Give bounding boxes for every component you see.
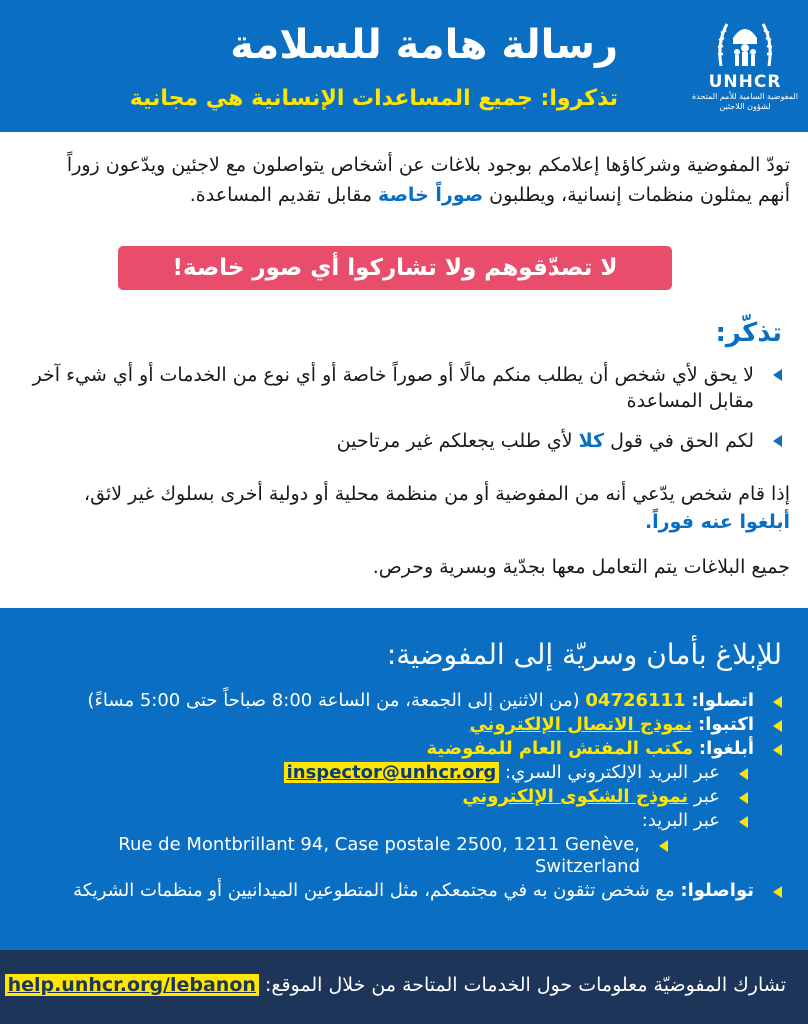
report-now-highlight: أبلغوا عنه فوراً. (644, 511, 790, 533)
list-item (10, 786, 790, 808)
bullet-arrow-icon (659, 840, 668, 852)
header-banner (0, 0, 808, 132)
warning-banner: لا تصدّقوهم ولا تشاركوا أي صور خاصة! (118, 246, 672, 290)
email-label: عبر البريد الإلكتروني السري: (499, 762, 720, 783)
remember-item-1: لا يحق لأي شخص أن يطلب منكم مالًا أو صوراً خاصة أو أي نوع من الخدمات أو أي شيء آخر مقابل المساعدة (32, 364, 754, 412)
email-link[interactable]: inspector@unhcr.org (284, 762, 500, 783)
list-item (10, 834, 790, 878)
page-subtitle: تذكروا: جميع المساعدات الإنسانية هي مجانية (129, 86, 618, 111)
report-heading: للإبلاغ بأمان وسريّة إلى المفوضية: (386, 638, 782, 671)
unhcr-logo (690, 18, 800, 128)
complaint-form-link[interactable]: نموذج الشكوى الإلكتروني (462, 786, 689, 807)
contact-form-link[interactable]: نموذج الاتصال الإلكتروني (469, 714, 693, 735)
bullet-arrow-icon (773, 744, 782, 756)
footer-text (5, 974, 786, 996)
remember-item-2b: لأي طلب يجعلكم غير مرتاحين (336, 430, 579, 452)
intro-paragraph (60, 150, 790, 210)
list-item (10, 690, 790, 712)
list-item (10, 714, 790, 736)
logo-subtitle-line2: لشؤون اللاجئين (719, 102, 771, 111)
list-item (10, 880, 790, 902)
remember-list (30, 362, 790, 468)
list-item (10, 810, 790, 832)
report-section (0, 608, 808, 950)
confidentiality-note: جميع البلاغات يتم التعامل معها بجدّية وبسرية وحرص. (372, 556, 790, 578)
footer-message: تشارك المفوضيّة معلومات حول الخدمات المتاحة من خلال الموقع: (258, 974, 786, 996)
write-label: اكتبوا: (698, 714, 754, 735)
remember-item-2-highlight: كلا (578, 430, 605, 452)
logo-subtitle-line1: المفوضية السامية للأمم المتحدة (692, 92, 798, 101)
inspector-office: مكتب المفتش العام للمفوضية (426, 738, 694, 759)
complaint-label: عبر (688, 786, 720, 807)
misconduct-text: إذا قام شخص يدّعي أنه من المفوضية أو من منظمة محلية أو دولية أخرى بسلوك غير لائق، (84, 483, 790, 505)
bullet-arrow-icon (773, 886, 782, 898)
mailing-address: Rue de Montbrillant 94, Case postale 2500, 1211 Genève, Switzerland (118, 834, 640, 877)
list-item (10, 738, 790, 760)
help-site-link[interactable]: help.unhcr.org/lebanon (5, 974, 259, 996)
mail-label: عبر البريد: (641, 810, 720, 831)
intro-highlight: صوراً خاصة (378, 184, 484, 206)
bullet-arrow-icon (773, 369, 782, 381)
logo-wordmark: UNHCR (708, 72, 782, 92)
remember-item-2a: لكم الحق في قول (604, 430, 754, 452)
report-channels-list (10, 690, 790, 904)
phone-number[interactable]: 04726111 (585, 690, 686, 711)
list-item (30, 362, 790, 414)
intro-text-2: مقابل تقديم المساعدة. (189, 184, 379, 206)
bullet-arrow-icon (739, 792, 748, 804)
list-item (30, 428, 790, 454)
intro-text-1: تودّ المفوضية وشركاؤها إعلامكم بوجود بلاغات عن أشخاص يتواصلون مع لاجئين ويدّعون زوراً أنهم يمثلون منظمات إنسانية، ويطلبون (66, 154, 790, 206)
bullet-arrow-icon (739, 768, 748, 780)
inform-label: أبلغوا: (698, 738, 754, 759)
unhcr-emblem-icon (713, 18, 777, 70)
remember-heading: تذكّر: (715, 318, 782, 348)
contact-text: مع شخص تثقون به في مجتمعكم، مثل المتطوعين الميدانيين أو منظمات الشريكة (73, 880, 681, 901)
contact-label: تواصلوا: (680, 880, 754, 901)
call-label: اتصلوا: (691, 690, 754, 711)
misconduct-paragraph (40, 480, 790, 536)
list-item (10, 762, 790, 784)
bullet-arrow-icon (773, 435, 782, 447)
bullet-arrow-icon (773, 720, 782, 732)
footer-bar (0, 950, 808, 1024)
page-title: رسالة هامة للسلامة (230, 22, 618, 68)
bullet-arrow-icon (739, 816, 748, 828)
bullet-arrow-icon (773, 696, 782, 708)
call-hours: (من الاثنين إلى الجمعة، من الساعة 8:00 صباحاً حتى 5:00 مساءً) (87, 690, 586, 711)
